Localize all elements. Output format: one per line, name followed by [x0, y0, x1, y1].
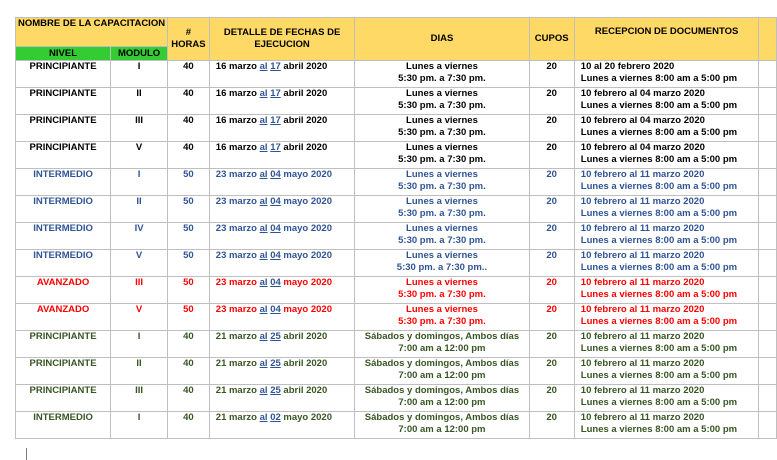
seats-cell: 20 — [529, 277, 574, 304]
table-row — [16, 142, 777, 169]
module-header: MODULO — [111, 47, 168, 61]
extra-cell — [759, 331, 777, 358]
docs-cell — [574, 304, 759, 331]
date-rest: abril 2020 — [283, 358, 328, 369]
days-line2: 5:30 pm. a 7:30 pm. — [398, 73, 486, 84]
extra-cell — [759, 304, 777, 331]
date-rest: mayo 2020 — [283, 223, 332, 234]
date-rest: abril 2020 — [283, 88, 328, 99]
schedule-table — [15, 17, 777, 439]
level-cell: INTERMEDIO — [16, 412, 111, 439]
date-rest: mayo 2020 — [283, 304, 332, 315]
date-separator: al — [259, 331, 268, 342]
dates-cell — [209, 142, 355, 169]
docs-line2: Lunes a viernes 8:00 am a 5:00 pm — [580, 100, 738, 111]
seats-cell: 20 — [529, 196, 574, 223]
module-cell: II — [111, 358, 168, 385]
docs-cell — [574, 61, 759, 88]
seats-cell: 20 — [529, 142, 574, 169]
dates-header: DETALLE DE FECHAS DE EJECUCION — [209, 18, 355, 61]
days-line1: Sábados y domingos, Ambos días — [364, 331, 520, 342]
days-cell — [355, 412, 529, 439]
days-line1: Lunes a viernes — [406, 196, 478, 207]
docs-line1: 10 febrero al 04 marzo 2020 — [580, 115, 705, 126]
extra-cell — [759, 277, 777, 304]
table-row — [16, 115, 777, 142]
hours-cell: 40 — [168, 331, 210, 358]
table-row — [16, 412, 777, 439]
date-rest: mayo 2020 — [283, 196, 332, 207]
dates-cell — [209, 223, 355, 250]
days-line2: 7:00 am a 12:00 pm — [398, 370, 486, 381]
extra-cell — [759, 250, 777, 277]
table-row — [16, 169, 777, 196]
hours-cell: 40 — [168, 142, 210, 169]
days-cell — [355, 115, 529, 142]
hours-header — [168, 18, 210, 61]
docs-line2: Lunes a viernes 8:00 am a 5:00 pm — [580, 343, 738, 354]
date-end: 04 — [270, 169, 281, 180]
dates-cell — [209, 196, 355, 223]
days-cell — [355, 277, 529, 304]
docs-line1: 10 febrero al 11 marzo 2020 — [580, 250, 705, 261]
date-separator: al — [259, 169, 268, 180]
dates-cell — [209, 304, 355, 331]
docs-line1: 10 febrero al 04 marzo 2020 — [580, 88, 705, 99]
docs-line2: Lunes a viernes 8:00 am a 5:00 pm — [580, 289, 738, 300]
extra-cell — [759, 358, 777, 385]
days-line2: 7:00 am a 12:00 pm — [398, 424, 486, 435]
extra-cell — [759, 115, 777, 142]
date-separator: al — [259, 358, 268, 369]
date-rest: abril 2020 — [283, 61, 328, 72]
date-rest: mayo 2020 — [283, 412, 332, 423]
docs-cell — [574, 277, 759, 304]
docs-line2: Lunes a viernes 8:00 am a 5:00 pm — [580, 316, 738, 327]
level-header: NIVEL — [16, 47, 111, 61]
date-end: 04 — [270, 223, 281, 234]
days-cell — [355, 250, 529, 277]
module-cell: V — [111, 304, 168, 331]
hours-cell: 40 — [168, 61, 210, 88]
module-cell: II — [111, 88, 168, 115]
module-cell: II — [111, 196, 168, 223]
docs-line2: Lunes a viernes 8:00 am a 5:00 pm — [580, 262, 738, 273]
days-cell — [355, 196, 529, 223]
days-line1: Sábados y domingos, Ambos días — [364, 412, 520, 423]
module-cell: V — [111, 142, 168, 169]
hours-cell: 50 — [168, 169, 210, 196]
seats-cell: 20 — [529, 88, 574, 115]
header-row — [16, 18, 777, 47]
dates-cell — [209, 115, 355, 142]
date-start: 23 marzo — [215, 196, 257, 207]
docs-line2: Lunes a viernes 8:00 am a 5:00 pm — [580, 235, 738, 246]
extra-cell — [759, 223, 777, 250]
level-cell: AVANZADO — [16, 277, 111, 304]
level-cell: PRINCIPIANTE — [16, 142, 111, 169]
table-row — [16, 385, 777, 412]
date-start: 23 marzo — [215, 169, 257, 180]
docs-line1: 10 febrero al 11 marzo 2020 — [580, 331, 705, 342]
docs-cell — [574, 223, 759, 250]
table-row — [16, 61, 777, 88]
docs-cell — [574, 358, 759, 385]
days-line1: Lunes a viernes — [406, 169, 478, 180]
date-start: 16 marzo — [215, 115, 257, 126]
dates-cell — [209, 250, 355, 277]
days-line2: 5:30 pm. a 7:30 pm. — [398, 100, 486, 111]
date-start: 23 marzo — [215, 250, 257, 261]
date-start: 16 marzo — [215, 88, 257, 99]
hours-header-line1: # — [185, 27, 192, 38]
level-cell: INTERMEDIO — [16, 223, 111, 250]
level-cell: PRINCIPIANTE — [16, 358, 111, 385]
date-end: 17 — [270, 115, 281, 126]
seats-cell: 20 — [529, 331, 574, 358]
date-start: 21 marzo — [215, 331, 257, 342]
docs-line2: Lunes a viernes 8:00 am a 5:00 pm — [580, 397, 738, 408]
module-cell: III — [111, 277, 168, 304]
date-separator: al — [259, 277, 268, 288]
table-row — [16, 331, 777, 358]
days-line1: Lunes a viernes — [406, 223, 478, 234]
table-row — [16, 304, 777, 331]
hours-cell: 40 — [168, 115, 210, 142]
date-start: 16 marzo — [215, 142, 257, 153]
seats-cell: 20 — [529, 169, 574, 196]
days-line2: 5:30 pm. a 7:30 pm. — [398, 316, 486, 327]
date-start: 21 marzo — [215, 358, 257, 369]
docs-header: RECEPCION DE DOCUMENTOS — [574, 18, 759, 61]
module-cell: I — [111, 412, 168, 439]
seats-cell: 20 — [529, 385, 574, 412]
docs-line1: 10 febrero al 04 marzo 2020 — [580, 142, 705, 153]
module-cell: I — [111, 331, 168, 358]
docs-line2: Lunes a viernes 8:00 am a 5:00 pm — [580, 154, 738, 165]
hours-cell: 50 — [168, 277, 210, 304]
hours-cell: 40 — [168, 385, 210, 412]
module-cell: I — [111, 61, 168, 88]
extra-cell — [759, 169, 777, 196]
days-line1: Lunes a viernes — [406, 142, 478, 153]
days-cell — [355, 385, 529, 412]
date-separator: al — [259, 196, 268, 207]
days-line2: 5:30 pm. a 7:30 pm. — [398, 289, 486, 300]
docs-line2: Lunes a viernes 8:00 am a 5:00 pm — [580, 370, 738, 381]
extra-cell — [759, 142, 777, 169]
days-line1: Sábados y domingos, Ambos días — [364, 358, 520, 369]
extra-header — [759, 18, 777, 61]
date-end: 25 — [270, 385, 281, 396]
days-cell — [355, 358, 529, 385]
docs-cell — [574, 142, 759, 169]
module-cell: III — [111, 385, 168, 412]
date-separator: al — [259, 304, 268, 315]
table-row — [16, 223, 777, 250]
level-cell: PRINCIPIANTE — [16, 88, 111, 115]
date-rest: abril 2020 — [283, 142, 328, 153]
docs-line1: 10 febrero al 11 marzo 2020 — [580, 277, 705, 288]
date-start: 23 marzo — [215, 304, 257, 315]
date-rest: abril 2020 — [283, 115, 328, 126]
seats-cell: 20 — [529, 358, 574, 385]
date-end: 25 — [270, 358, 281, 369]
days-cell — [355, 169, 529, 196]
days-line2: 5:30 pm. a 7:30 pm. — [398, 154, 486, 165]
seats-header: CUPOS — [529, 18, 574, 61]
course-name-header: NOMBRE DE LA CAPACITACION — [16, 18, 168, 47]
date-end: 04 — [270, 196, 281, 207]
days-cell — [355, 331, 529, 358]
days-cell — [355, 142, 529, 169]
days-line1: Lunes a viernes — [406, 115, 478, 126]
date-end: 04 — [270, 304, 281, 315]
docs-line2: Lunes a viernes 8:00 am a 5:00 pm — [580, 424, 738, 435]
extra-cell — [759, 196, 777, 223]
table-row — [16, 358, 777, 385]
seats-cell: 20 — [529, 115, 574, 142]
hours-cell: 40 — [168, 412, 210, 439]
date-start: 21 marzo — [215, 385, 257, 396]
level-cell: INTERMEDIO — [16, 196, 111, 223]
docs-line1: 10 febrero al 11 marzo 2020 — [580, 358, 705, 369]
level-cell: PRINCIPIANTE — [16, 115, 111, 142]
seats-cell: 20 — [529, 250, 574, 277]
table-row — [16, 277, 777, 304]
dates-cell — [209, 277, 355, 304]
date-separator: al — [259, 88, 268, 99]
docs-cell — [574, 385, 759, 412]
date-rest: mayo 2020 — [283, 250, 332, 261]
days-line1: Lunes a viernes — [406, 88, 478, 99]
date-rest: mayo 2020 — [283, 169, 332, 180]
hours-cell: 50 — [168, 196, 210, 223]
days-cell — [355, 223, 529, 250]
hours-cell: 50 — [168, 250, 210, 277]
level-cell: PRINCIPIANTE — [16, 385, 111, 412]
docs-line1: 10 febrero al 11 marzo 2020 — [580, 223, 705, 234]
level-cell: PRINCIPIANTE — [16, 61, 111, 88]
level-cell: AVANZADO — [16, 304, 111, 331]
days-line1: Lunes a viernes — [406, 277, 478, 288]
docs-cell — [574, 250, 759, 277]
docs-line1: 10 febrero al 11 marzo 2020 — [580, 304, 705, 315]
days-line1: Sábados y domingos, Ambos días — [364, 385, 520, 396]
module-cell: V — [111, 250, 168, 277]
dates-cell — [209, 331, 355, 358]
docs-line2: Lunes a viernes 8:00 am a 5:00 pm — [580, 208, 738, 219]
docs-cell — [574, 196, 759, 223]
table-row — [16, 88, 777, 115]
date-rest: abril 2020 — [283, 331, 328, 342]
docs-line1: 10 al 20 febrero 2020 — [580, 61, 675, 72]
date-separator: al — [259, 223, 268, 234]
days-cell — [355, 304, 529, 331]
days-line1: Lunes a viernes — [406, 61, 478, 72]
table-row — [16, 250, 777, 277]
date-start: 23 marzo — [215, 223, 257, 234]
date-start: 16 marzo — [215, 61, 257, 72]
docs-line2: Lunes a viernes 8:00 am a 5:00 pm — [580, 127, 738, 138]
days-line2: 5:30 pm. a 7:30 pm. — [398, 181, 486, 192]
seats-cell: 20 — [529, 412, 574, 439]
days-cell — [355, 88, 529, 115]
date-rest: abril 2020 — [283, 385, 328, 396]
hours-cell: 50 — [168, 223, 210, 250]
days-line2: 7:00 am a 12:00 pm — [398, 343, 486, 354]
docs-cell — [574, 115, 759, 142]
module-cell: IV — [111, 223, 168, 250]
date-separator: al — [259, 250, 268, 261]
date-separator: al — [259, 115, 268, 126]
dates-cell — [209, 385, 355, 412]
docs-line1: 10 febrero al 11 marzo 2020 — [580, 385, 705, 396]
dates-cell — [209, 88, 355, 115]
date-separator: al — [259, 412, 268, 423]
hours-cell: 50 — [168, 304, 210, 331]
days-line2: 5:30 pm. a 7:30 pm. — [398, 127, 486, 138]
docs-line1: 10 febrero al 11 marzo 2020 — [580, 196, 705, 207]
level-cell: INTERMEDIO — [16, 169, 111, 196]
days-line1: Lunes a viernes — [406, 250, 478, 261]
date-end: 04 — [270, 277, 281, 288]
docs-line2: Lunes a viernes 8:00 am a 5:00 pm — [580, 73, 738, 84]
date-start: 21 marzo — [215, 412, 257, 423]
date-separator: al — [259, 142, 268, 153]
days-line2: 5:30 pm. a 7:30 pm.. — [396, 262, 488, 273]
sheet-edge-line — [26, 448, 27, 460]
seats-cell: 20 — [529, 61, 574, 88]
level-cell: PRINCIPIANTE — [16, 331, 111, 358]
days-line2: 5:30 pm. a 7:30 pm. — [398, 235, 486, 246]
seats-cell: 20 — [529, 223, 574, 250]
date-rest: mayo 2020 — [283, 277, 332, 288]
date-end: 17 — [270, 61, 281, 72]
docs-line1: 10 febrero al 11 marzo 2020 — [580, 412, 705, 423]
docs-line2: Lunes a viernes 8:00 am a 5:00 pm — [580, 181, 738, 192]
docs-line1: 10 febrero al 11 marzo 2020 — [580, 169, 705, 180]
level-cell: INTERMEDIO — [16, 250, 111, 277]
date-end: 17 — [270, 142, 281, 153]
days-line2: 5:30 pm. a 7:30 pm. — [398, 208, 486, 219]
date-end: 04 — [270, 250, 281, 261]
days-line2: 7:00 am a 12:00 pm — [398, 397, 486, 408]
extra-cell — [759, 385, 777, 412]
days-cell — [355, 61, 529, 88]
module-cell: I — [111, 169, 168, 196]
hours-header-line2: HORAS — [171, 39, 206, 50]
date-end: 17 — [270, 88, 281, 99]
date-separator: al — [259, 61, 268, 72]
docs-cell — [574, 88, 759, 115]
date-separator: al — [259, 385, 268, 396]
days-header: DIAS — [355, 18, 529, 61]
dates-cell — [209, 358, 355, 385]
table-row — [16, 196, 777, 223]
date-end: 25 — [270, 331, 281, 342]
hours-cell: 40 — [168, 88, 210, 115]
docs-cell — [574, 331, 759, 358]
seats-cell: 20 — [529, 304, 574, 331]
extra-cell — [759, 61, 777, 88]
dates-cell — [209, 169, 355, 196]
hours-cell: 40 — [168, 358, 210, 385]
dates-cell — [209, 61, 355, 88]
extra-cell — [759, 88, 777, 115]
extra-cell — [759, 412, 777, 439]
dates-cell — [209, 412, 355, 439]
docs-cell — [574, 412, 759, 439]
days-line1: Lunes a viernes — [406, 304, 478, 315]
docs-cell — [574, 169, 759, 196]
date-start: 23 marzo — [215, 277, 257, 288]
module-cell: III — [111, 115, 168, 142]
date-end: 02 — [270, 412, 281, 423]
